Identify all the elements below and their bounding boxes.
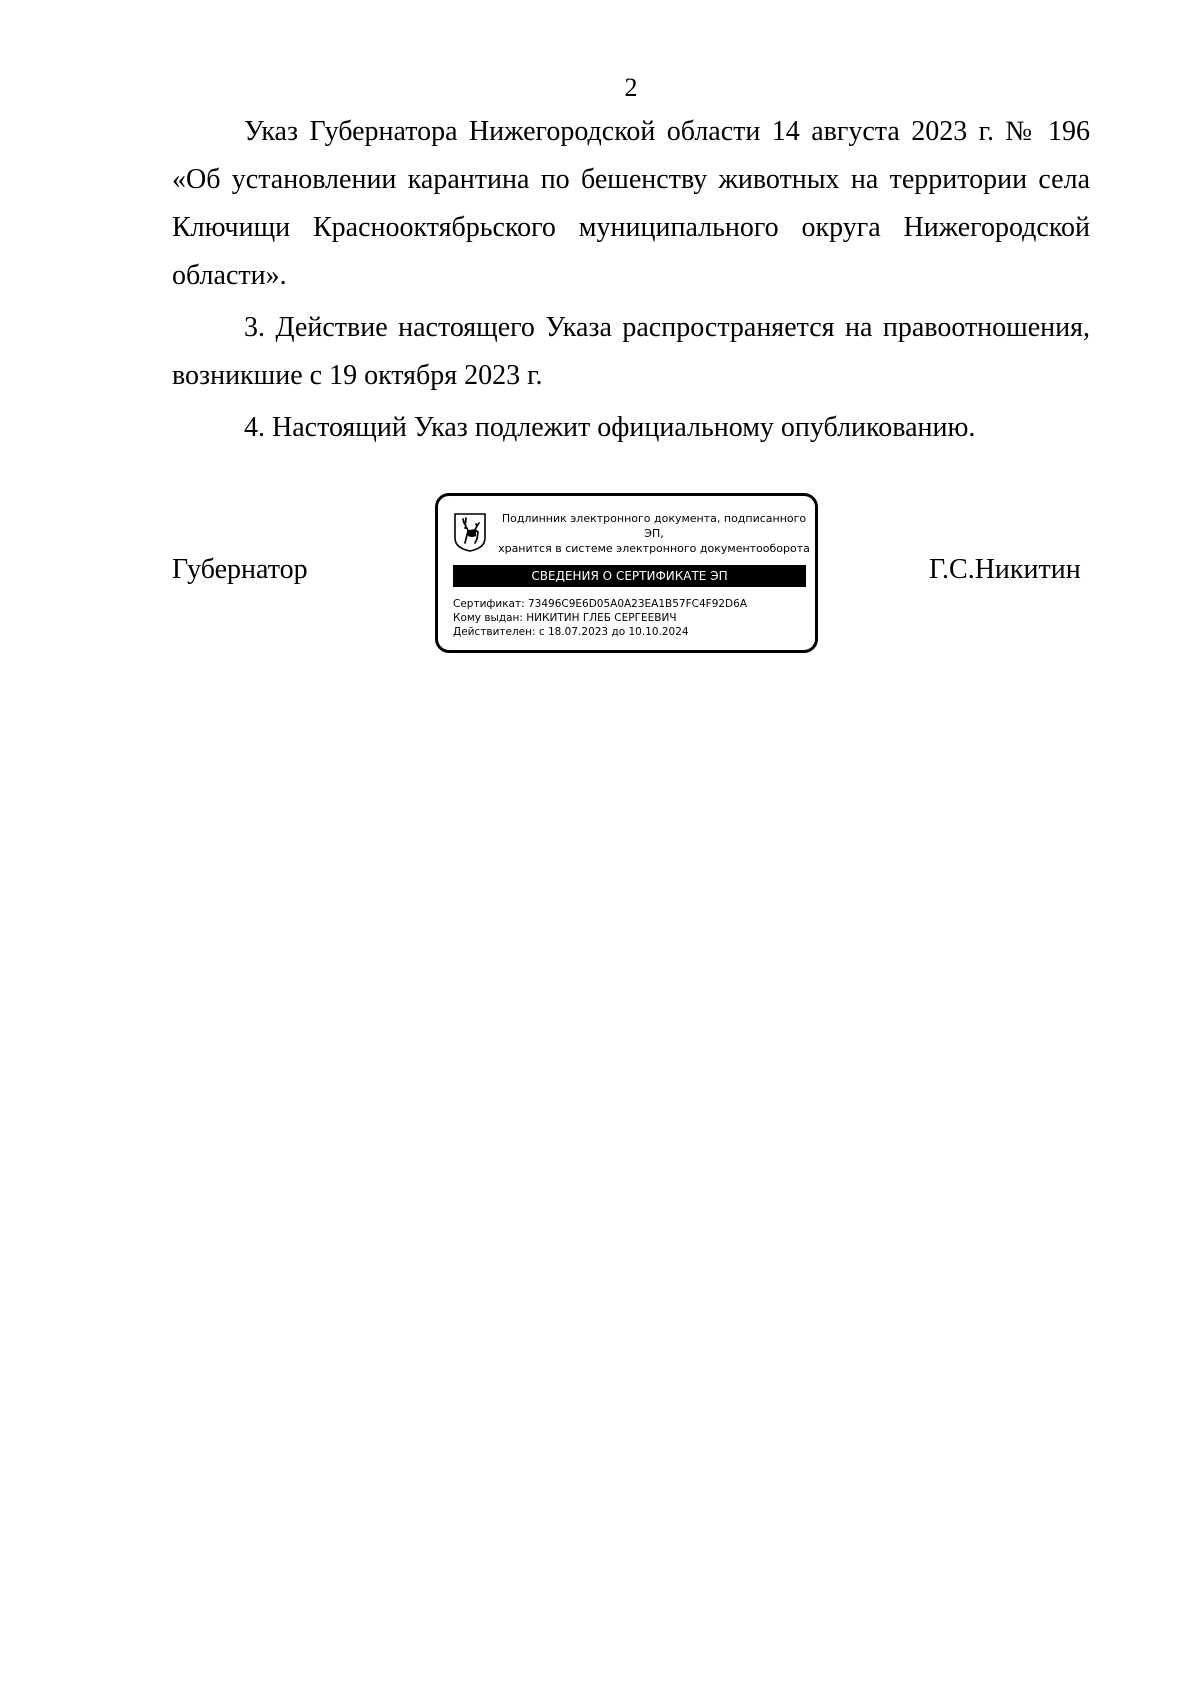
stamp-header	[494, 511, 814, 556]
stamp-header-line-2: хранится в системе электронного документооборота	[498, 542, 810, 555]
stamp-certificate-details	[453, 597, 747, 639]
certificate-number: Сертификат: 73496C9E6D05A0A23EA1B57FC4F92D6A	[453, 598, 748, 610]
document-body	[172, 108, 1090, 452]
stamp-header-line-1: Подлинник электронного документа, подписанного ЭП,	[501, 512, 807, 540]
certificate-owner: Кому выдан: НИКИТИН ГЛЕБ СЕРГЕЕВИЧ	[453, 612, 677, 624]
page-number: 2	[624, 73, 638, 102]
deer-coat-of-arms-icon	[453, 512, 487, 552]
signatory-name: Г.С.Никитин	[929, 554, 1081, 585]
signatory-position: Губернатор	[172, 554, 308, 585]
stamp-title-bar: СВЕДЕНИЯ О СЕРТИФИКАТЕ ЭП	[453, 565, 806, 587]
paragraph-4: 4. Настоящий Указ подлежит официальному опубликованию.	[244, 412, 976, 443]
paragraph-decree-reference: Указ Губернатора Нижегородской области 14 августа 2023 г. № 196 «Об установлении карантина по бешенству животных на территории села Ключищи Краснооктябрьского муниципального округа Нижегородской области».	[172, 116, 1090, 291]
paragraph-3: 3. Действие настоящего Указа распространяется на правоотношения, возникшие с 19 октября 2023 г.	[172, 312, 1090, 391]
certificate-validity: Действителен: с 18.07.2023 до 10.10.2024	[453, 626, 689, 638]
electronic-signature-stamp	[435, 493, 818, 653]
